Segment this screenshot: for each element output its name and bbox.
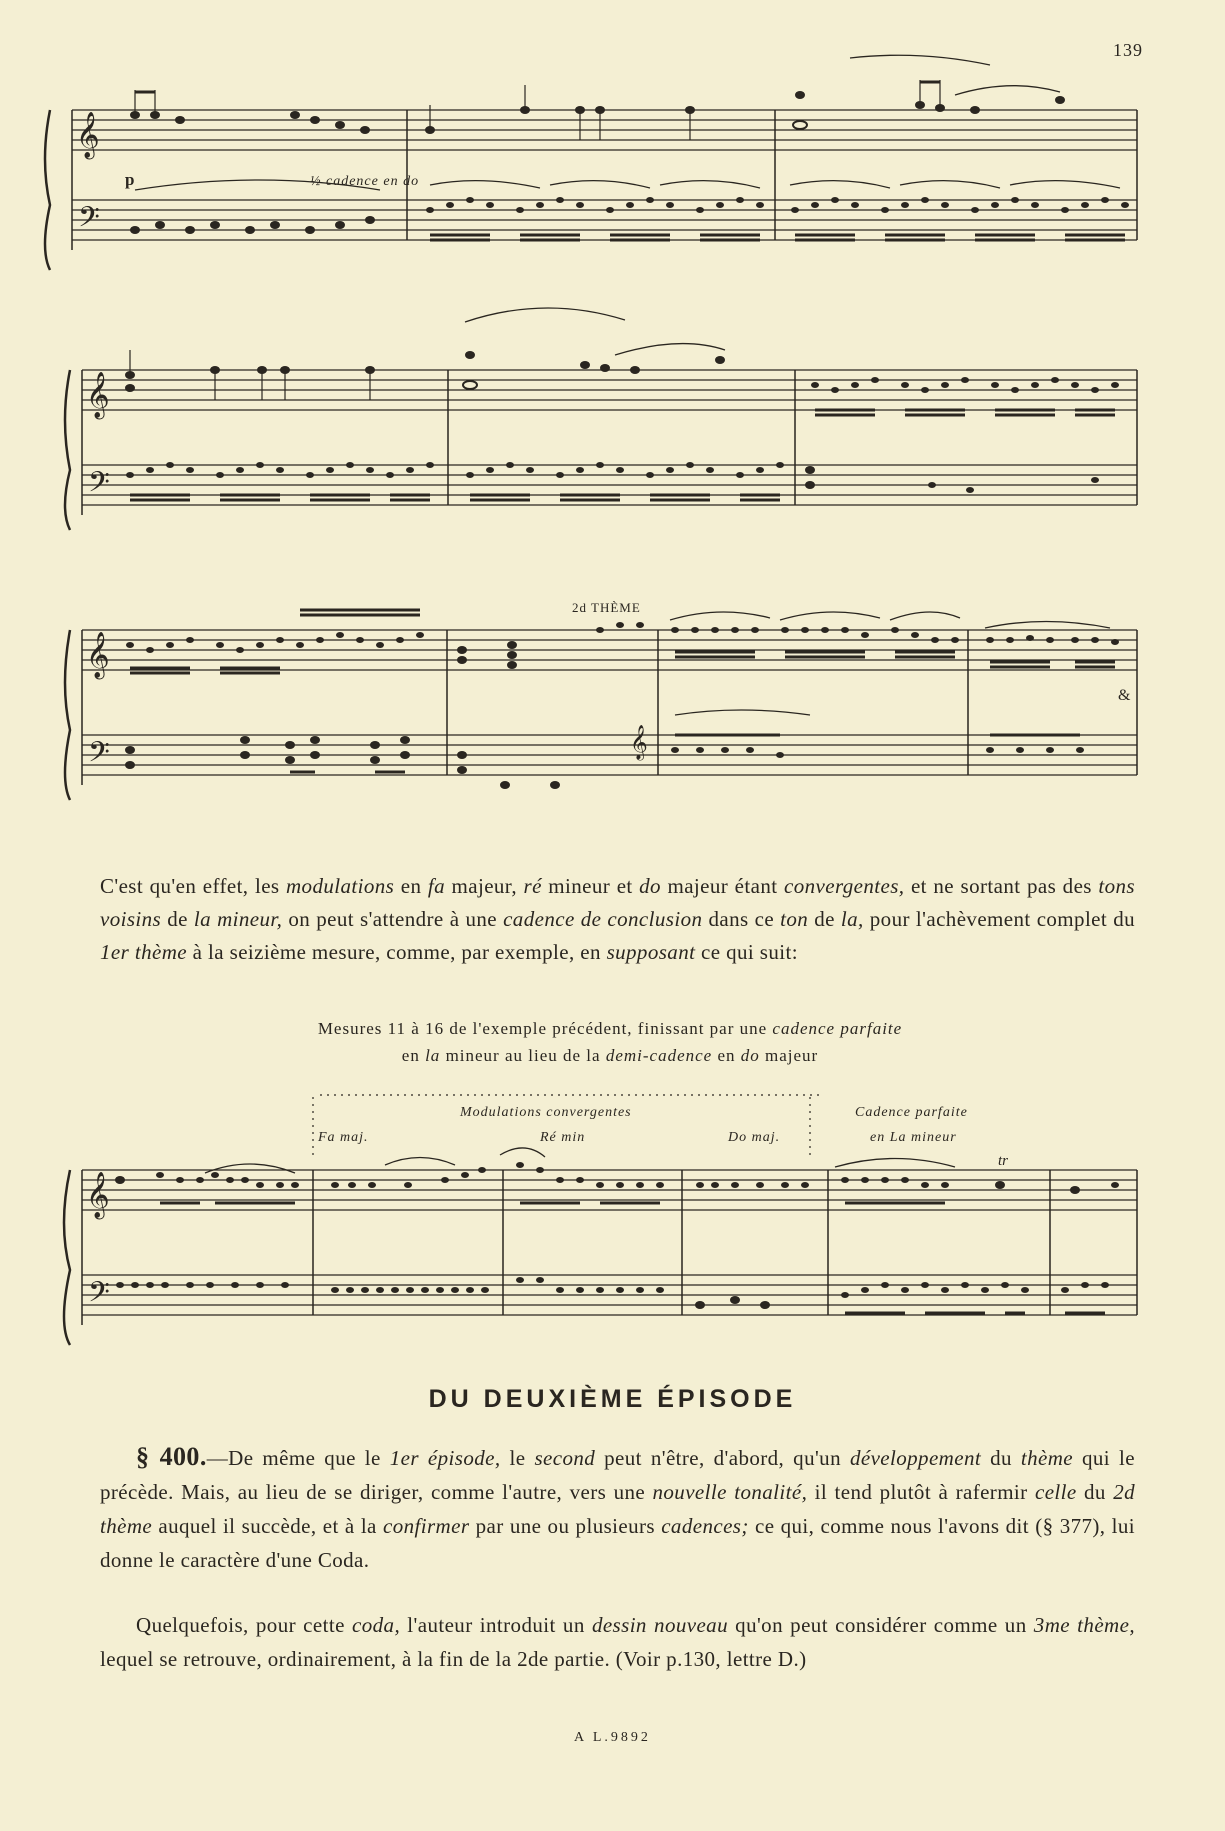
continuation-mark: &: [1118, 687, 1131, 704]
svg-text:𝄞: 𝄞: [76, 112, 100, 158]
la-mineur-label: en La mineur: [870, 1130, 957, 1145]
svg-text:𝄞: 𝄞: [86, 632, 110, 678]
modulations-label: Modulations convergentes: [460, 1105, 632, 1120]
plate-number: A L.9892: [574, 1730, 651, 1745]
music-system-1: [0, 70, 1225, 270]
example-treble-notes: [115, 1162, 1119, 1194]
theme-label: 2d THÈME: [572, 600, 641, 615]
fa-maj-label: Fa maj.: [318, 1130, 369, 1145]
re-min-label: Ré min: [540, 1130, 586, 1145]
do-maj-label: Do maj.: [728, 1130, 781, 1145]
treble-staff-lines: [72, 110, 1137, 150]
svg-text:𝄞: 𝄞: [86, 372, 110, 418]
trill-mark: tr: [998, 1153, 1009, 1169]
paragraph-400: § 400.—De même que le 1er épisode, le second peut n'être, d'abord, qu'un développement du thème qui le précède. Mais, au lieu de se diriger, comme l'autre, vers une nouvelle tonalité, il tend plutôt à rafermir celle du 2d thème auquel il succède, et à la confirmer par une ou plusieurs cadences; ce qui, comme nous l'avons dit (§ 377), lui donne le caractère d'une Coda.: [100, 1442, 1136, 1572]
page-number: 139: [1113, 40, 1143, 60]
music-system-2: [0, 300, 1225, 550]
cadence-annotation: ½ cadence en do: [310, 174, 420, 189]
treble-notes-1: [130, 91, 1065, 134]
svg-text:𝄢: 𝄢: [88, 466, 110, 506]
dynamic-marking: p: [125, 170, 135, 189]
section-heading: DU DEUXIÈME ÉPISODE: [428, 1385, 797, 1413]
section-number: § 400.: [136, 1442, 207, 1471]
music-system-3: [0, 590, 1225, 840]
example-caption: Mesures 11 à 16 de l'exemple précédent, finissant par une cadence parfaite en la mineur au lieu de la demi-cadence en do majeur: [317, 1019, 903, 1065]
svg-text:𝄢: 𝄢: [78, 201, 100, 241]
paragraph-convergent-modulations: C'est qu'en effet, les modulations en fa majeur, ré mineur et do majeur étant convergentes, et ne sortant pas des tons voisins de la mineur, on peut s'attendre à une cadence de conclusion dans ce ton de la, pour l'achèvement complet du 1er thème à la seizième mesure, comme, par exemple, en supposant ce qui suit:: [100, 874, 1135, 964]
paragraph-coda: Quelquefois, pour cette coda, l'auteur introduit un dessin nouveau qu'on peut considérer comme un 3me thème, lequel se retrouve, ordinairement, à la fin de la 2de partie. (Voir p.130, lettre D.): [100, 1613, 1135, 1671]
bass-notes-1: [130, 197, 1129, 234]
example-bass-notes: [116, 1277, 1109, 1309]
music-example-system: [0, 1085, 1225, 1355]
svg-text:𝄞: 𝄞: [630, 725, 648, 760]
svg-text:𝄢: 𝄢: [88, 1276, 110, 1316]
cadence-label: Cadence parfaite: [855, 1105, 968, 1120]
svg-text:𝄞: 𝄞: [86, 1172, 110, 1218]
svg-text:𝄢: 𝄢: [88, 736, 110, 776]
